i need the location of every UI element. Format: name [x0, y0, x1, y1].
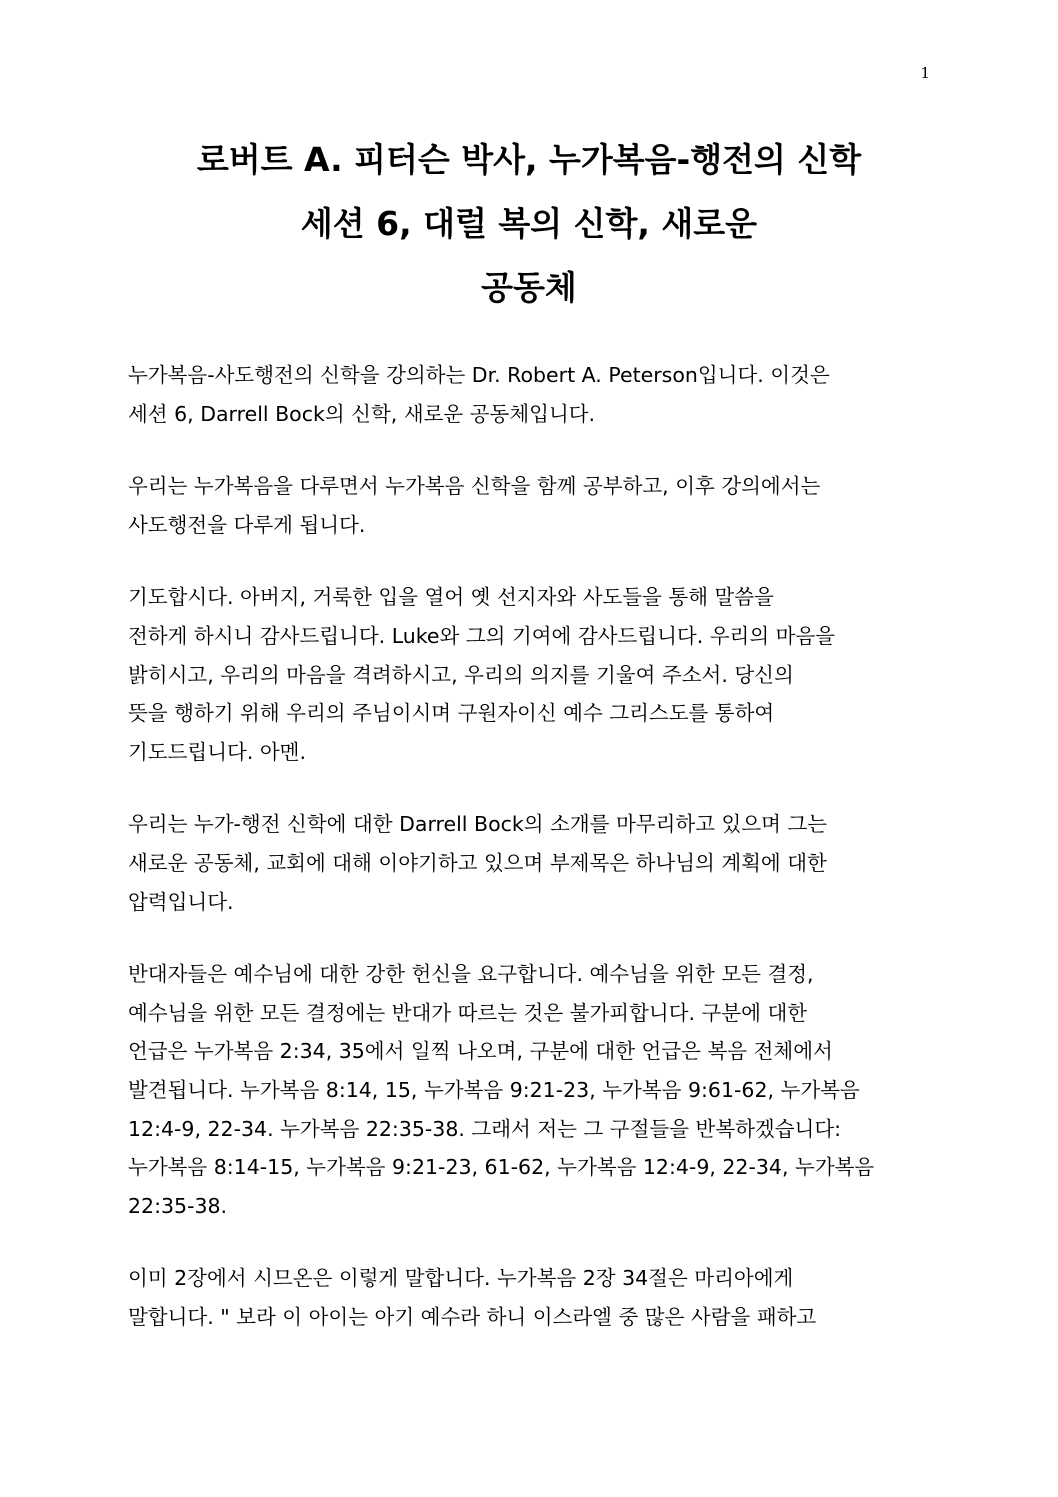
text-line: 뜻을 행하기 위해 우리의 주님이시며 구원자이신 예수 그리스도를 통하여: [128, 701, 775, 726]
document-title: [0, 128, 1058, 320]
paragraph-new-community: [128, 805, 928, 921]
text-line: 기도합시다. 아버지, 거룩한 입을 열어 옛 선지자와 사도들을 통해 말씀을: [128, 585, 774, 610]
text-line: 기도드립니다. 아멘.: [128, 739, 306, 764]
text-line: 밝히시고, 우리의 마음을 격려하시고, 우리의 의지를 기울여 주소서. 당신의: [128, 662, 794, 687]
paragraph-prayer: [128, 578, 928, 771]
text-line: 압력입니다.: [128, 889, 234, 914]
text-line: 말합니다. " 보라 이 아이는 아기 예수라 하니 이스라엘 중 많은 사람을 패하고: [128, 1304, 817, 1329]
text-line: 22:35-38.: [128, 1193, 228, 1218]
text-line: 언급은 누가복음 2:34, 35에서 일찍 나오며, 구분에 대한 언급은 복음 전체에서: [128, 1039, 833, 1064]
title-line: 로버트 A. 피터슨 박사, 누가복음-행전의 신학: [196, 140, 862, 179]
text-line: 누가복음-사도행전의 신학을 강의하는 Dr. Robert A. Peterson입니다. 이것은: [128, 363, 830, 387]
page-number: 1: [920, 64, 930, 82]
text-line: 우리는 누가복음을 다루면서 누가복음 신학을 함께 공부하고, 이후 강의에서는: [128, 474, 821, 499]
text-line: 이미 2장에서 시므온은 이렇게 말합니다. 누가복음 2장 34절은 마리아에게: [128, 1266, 794, 1291]
body-text: [128, 356, 928, 1370]
text-line: 우리는 누가-행전 신학에 대한 Darrell Bock의 소개를 마무리하고 있으며 그는: [128, 812, 828, 837]
text-line: 예수님을 위한 모든 결정에는 반대가 따르는 것은 불가피합니다. 구분에 대한: [128, 1000, 808, 1025]
text-line: 세션 6, Darrell Bock의 신학, 새로운 공동체입니다.: [128, 401, 596, 426]
text-line: 발견됩니다. 누가복음 8:14, 15, 누가복음 9:21-23, 누가복음 9:61-62, 누가복음: [128, 1077, 860, 1102]
paragraph-simeon: [128, 1259, 928, 1336]
text-line: 새로운 공동체, 교회에 대해 이야기하고 있으며 부제목은 하나님의 계획에 대한: [128, 850, 827, 875]
paragraph-overview: [128, 467, 928, 544]
text-line: 반대자들은 예수님에 대한 강한 헌신을 요구합니다. 예수님을 위한 모든 결정,: [128, 962, 814, 987]
text-line: 사도행전을 다루게 됩니다.: [128, 512, 366, 537]
text-line: 전하게 하시니 감사드립니다. Luke와 그의 기여에 감사드립니다. 우리의 마음을: [128, 623, 836, 648]
text-line: 12:4-9, 22-34. 누가복음 22:35-38. 그래서 저는 그 구절들을 반복하겠습니다:: [128, 1116, 842, 1141]
text-line: 누가복음 8:14-15, 누가복음 9:21-23, 61-62, 누가복음 12:4-9, 22-34, 누가복음: [128, 1155, 875, 1180]
title-line: 세션 6, 대럴 복의 신학, 새로운: [300, 204, 758, 243]
paragraph-opposition: [128, 955, 928, 1225]
paragraph-intro: [128, 356, 928, 433]
title-line: 공동체: [481, 268, 577, 307]
